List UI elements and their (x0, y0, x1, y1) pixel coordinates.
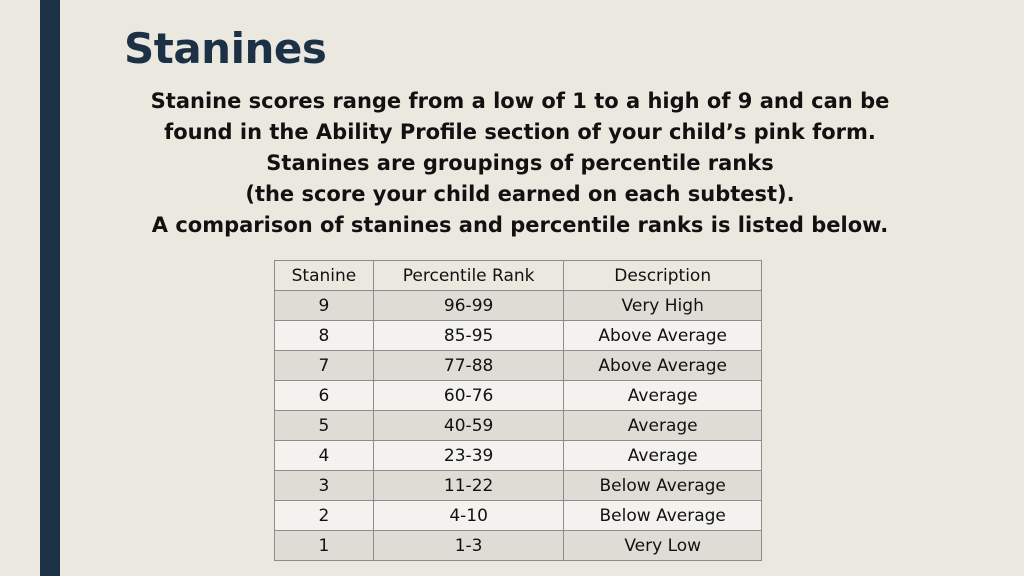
stanine-cell: 2 (275, 501, 374, 531)
column-header-percentile-rank: Percentile Rank (373, 261, 564, 291)
description-cell: Below Average (564, 501, 762, 531)
table-row (275, 321, 762, 351)
table-row (275, 531, 762, 561)
table-row (275, 291, 762, 321)
percentile-rank-cell: 77-88 (373, 351, 564, 381)
table-row (275, 471, 762, 501)
intro-line: Stanines are groupings of percentile ranks (266, 151, 774, 175)
percentile-rank-cell: 85-95 (373, 321, 564, 351)
percentile-rank-cell: 23-39 (373, 441, 564, 471)
stanine-cell: 9 (275, 291, 374, 321)
intro-line: Stanine scores range from a low of 1 to a high of 9 and can be (150, 89, 890, 113)
column-header-stanine: Stanine (275, 261, 374, 291)
stanine-cell: 4 (275, 441, 374, 471)
description-cell: Very Low (564, 531, 762, 561)
percentile-rank-cell: 4-10 (373, 501, 564, 531)
table-row (275, 411, 762, 441)
stanine-cell: 7 (275, 351, 374, 381)
description-cell: Average (564, 441, 762, 471)
description-cell: Above Average (564, 321, 762, 351)
table-row (275, 351, 762, 381)
description-cell: Very High (564, 291, 762, 321)
stanine-table (274, 260, 762, 561)
table-header-row (275, 261, 762, 291)
intro-line: found in the Ability Profile section of your child’s pink form. (164, 120, 876, 144)
table-row (275, 441, 762, 471)
slide-title: Stanines (124, 24, 327, 73)
percentile-rank-cell: 60-76 (373, 381, 564, 411)
stanine-cell: 6 (275, 381, 374, 411)
description-cell: Average (564, 411, 762, 441)
intro-line: (the score your child earned on each subtest). (245, 182, 795, 206)
stanine-cell: 8 (275, 321, 374, 351)
description-cell: Average (564, 381, 762, 411)
percentile-rank-cell: 96-99 (373, 291, 564, 321)
table-row (275, 501, 762, 531)
percentile-rank-cell: 40-59 (373, 411, 564, 441)
description-cell: Below Average (564, 471, 762, 501)
accent-bar (40, 0, 60, 576)
percentile-rank-cell: 1-3 (373, 531, 564, 561)
column-header-description: Description (564, 261, 762, 291)
stanine-cell: 5 (275, 411, 374, 441)
intro-line: A comparison of stanines and percentile ranks is listed below. (151, 213, 889, 237)
description-cell: Above Average (564, 351, 762, 381)
percentile-rank-cell: 11-22 (373, 471, 564, 501)
intro-text (110, 86, 930, 241)
stanine-cell: 3 (275, 471, 374, 501)
table-row (275, 381, 762, 411)
stanine-cell: 1 (275, 531, 374, 561)
